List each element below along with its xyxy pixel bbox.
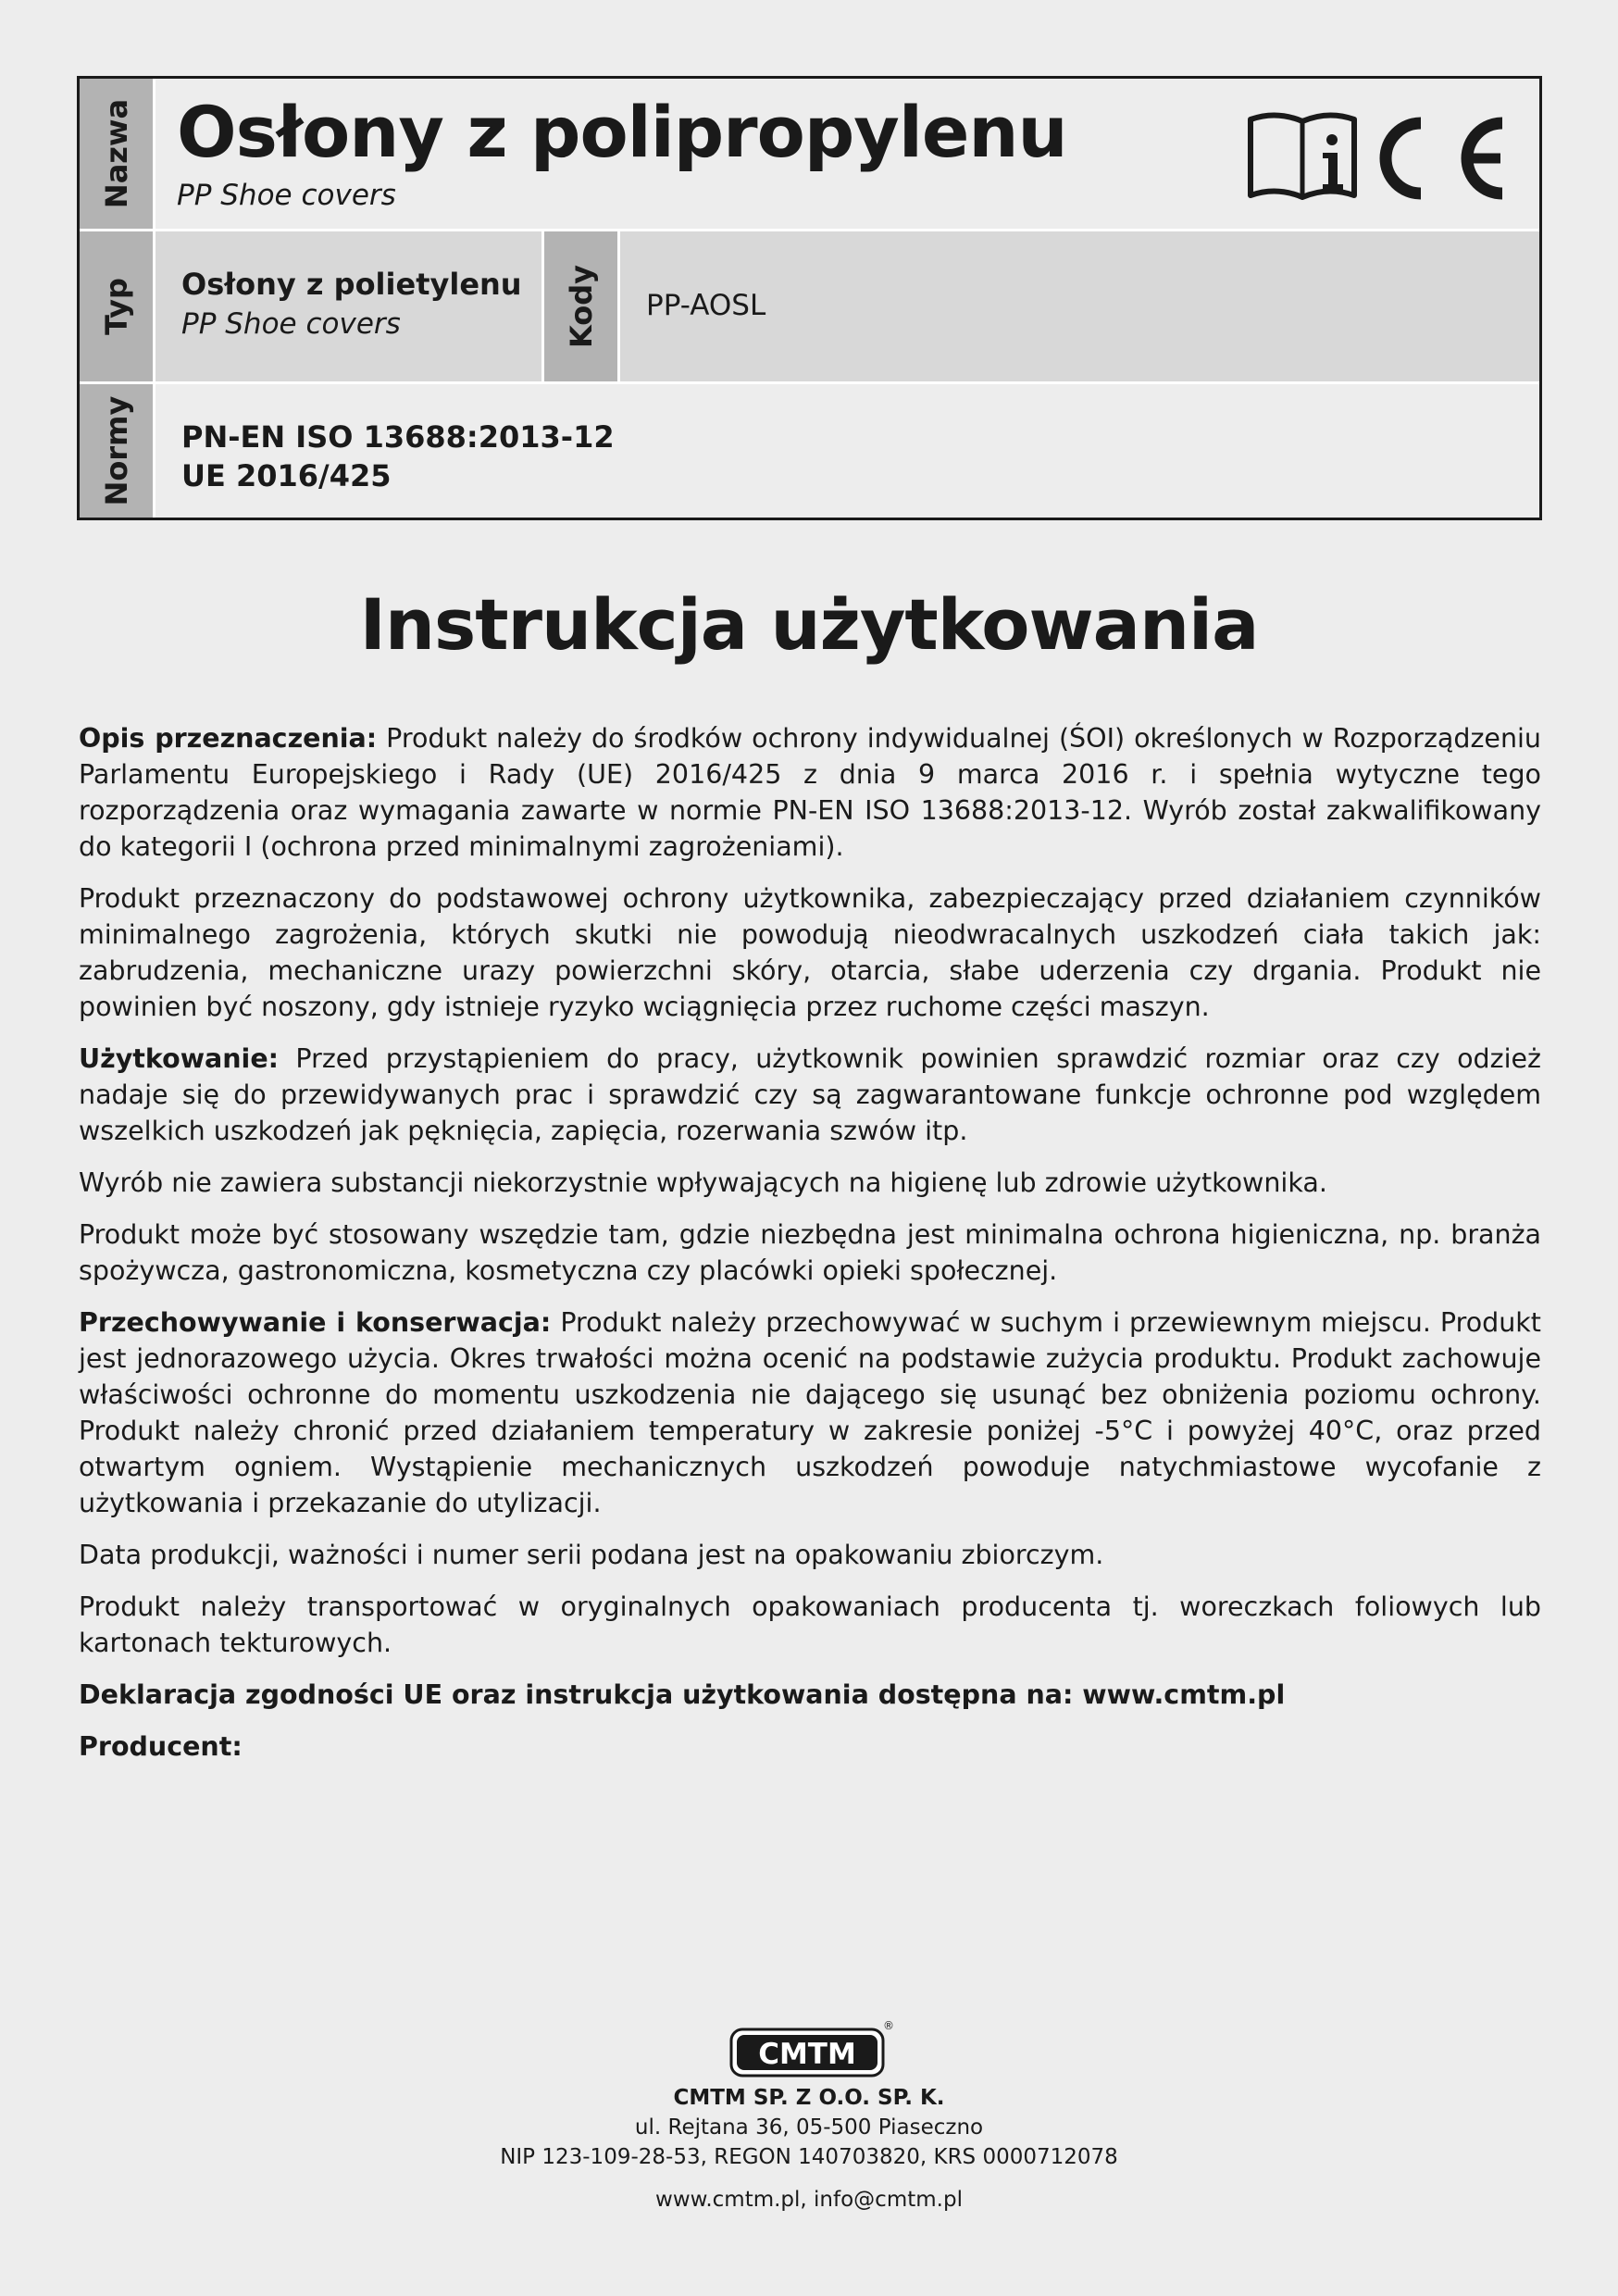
paragraph-production-date: Data produkcji, ważności i numer serii podana jest na opakowaniu zbiorczym. [79, 1540, 1104, 1570]
label-nazwa-text: Nazwa [98, 98, 134, 209]
logo-text: CMTM [758, 2038, 856, 2071]
paragraph-protection: Produkt przeznaczony do podstawowej ochrony użytkownika, zabezpieczający przed działaniem czynników minimalnego zagrożenia, których skutki nie powodują nieodwracalnych uszkodzeń ciała takich jak: zabrudzenia, mechaniczne urazy powierzchni skóry, otarcia, słabe uderzenia czy drgania. Produkt nie powinien być noszony, gdy istnieje ryzyko wciągnięcia przez ruchome części maszyn. [79, 883, 1541, 1022]
usage-label: Użytkowanie: [79, 1043, 280, 1074]
registered-mark: ® [883, 2019, 894, 2032]
paragraph-producer [79, 1728, 1541, 1765]
storage-text: Produkt należy przechowywać w suchym i przewiewnym miejscu. Produkt jest jednorazowego użycia. Okres trwałości można ocenić na podstawie zużycia produktu. Produkt zachowuje właściwości ochronne do momentu uszkodzenia nie dającego się usunąć bez obniżenia poziomu ochrony. Produkt należy chronić przed działaniem temperatury w zakresie poniżej -5°C i powyżej 40°C, oraz przed otwartym ogniem. Wystąpienie mechanicznych uszkodzeń powoduje natychmiastowe wycofanie z użytkowania i przekazanie do utylizacji. [79, 1307, 1541, 1518]
usage-text: Przed przystąpieniem do pracy, użytkownik powinien sprawdzić rozmiar oraz czy odzież nadaje się do przewidywanych prac i sprawdzić czy są zagwarantowane funkcje ochronne pod względem wszelkich uszkodzeń jak pęknięcia, zapięcia, rozerwania szwów itp. [79, 1043, 1541, 1146]
purpose-text: Produkt należy do środków ochrony indywidualnej (ŚOI) określonych w Rozporządzeniu Parlamentu Europejskiego i Rady (UE) 2016/425 z dnia 9 marca 2016 r. i spełnia wytyczne tego rozporządzenia oraz wymagania zawarte w normie PN-EN ISO 13688:2013-12. Wyrób został zakwalifikowany do kategorii I (ochrona przed minimalnymi zagrożeniami). [79, 723, 1541, 862]
label-kody-text: Kody [563, 265, 599, 348]
ce-mark-icon [1386, 123, 1502, 193]
norms-row [80, 384, 1539, 518]
storage-label: Przechowywanie i konserwacja: [79, 1307, 552, 1338]
label-normy-text: Normy [98, 395, 134, 506]
instruction-manual-icon [1251, 115, 1354, 197]
paragraph-usage [79, 1041, 1541, 1149]
paragraph-storage [79, 1304, 1541, 1521]
company-ids: NIP 123-109-28-53, REGON 140703820, KRS 0000712078 [500, 2145, 1118, 2169]
product-code: PP-AOSL [646, 289, 766, 322]
type-subtitle: PP Shoe covers [181, 307, 401, 341]
label-kody [544, 231, 620, 381]
declaration-text: Deklaracja zgodności UE oraz instrukcja użytkowania dostępna na: www.cmtm.pl [79, 1679, 1286, 1710]
purpose-label: Opis przeznaczenia: [79, 723, 378, 754]
company-address: ul. Rejtana 36, 05-500 Piaseczno [634, 2115, 984, 2140]
type-cell [156, 231, 544, 381]
paragraph-transport: Produkt należy transportować w oryginalnych opakowaniach producenta tj. woreczkach foliowych lub kartonach tekturowych. [79, 1591, 1541, 1658]
paragraph-application: Produkt może być stosowany wszędzie tam, gdzie niezbędna jest minimalna ochrona higieniczna, np. branża spożywcza, gastronomiczna, kosmetyczna czy placówki opieki społecznej. [79, 1219, 1541, 1286]
paragraph-hygiene: Wyrób nie zawiera substancji niekorzystnie wpływających na higienę lub zdrowie użytkownika. [79, 1167, 1327, 1198]
norm-eu: UE 2016/425 [181, 458, 392, 493]
company-contact: www.cmtm.pl, info@cmtm.pl [655, 2188, 963, 2212]
norm-iso: PN-EN ISO 13688:2013-12 [181, 419, 615, 455]
name-row [80, 79, 1539, 231]
type-name: Osłony z polietylenu [181, 267, 522, 302]
paragraph-purpose [79, 720, 1541, 865]
company-name: CMTM SP. Z O.O. SP. K. [673, 2086, 945, 2110]
cmtm-logo [729, 2028, 885, 2078]
label-typ [80, 231, 156, 381]
label-typ-text: Typ [98, 278, 134, 335]
type-row [80, 231, 1539, 384]
page-title: Instrukcja użytkowania [359, 583, 1259, 666]
instruction-body [79, 720, 1541, 1780]
certification-icons [1245, 106, 1513, 206]
product-subtitle: PP Shoe covers [177, 179, 396, 212]
product-header-table [77, 76, 1542, 520]
paragraph-declaration [79, 1677, 1541, 1713]
label-normy [80, 384, 156, 518]
label-nazwa [80, 79, 156, 229]
product-title: Osłony z polipropylenu [177, 91, 1067, 173]
producer-label: Producent: [79, 1731, 243, 1762]
